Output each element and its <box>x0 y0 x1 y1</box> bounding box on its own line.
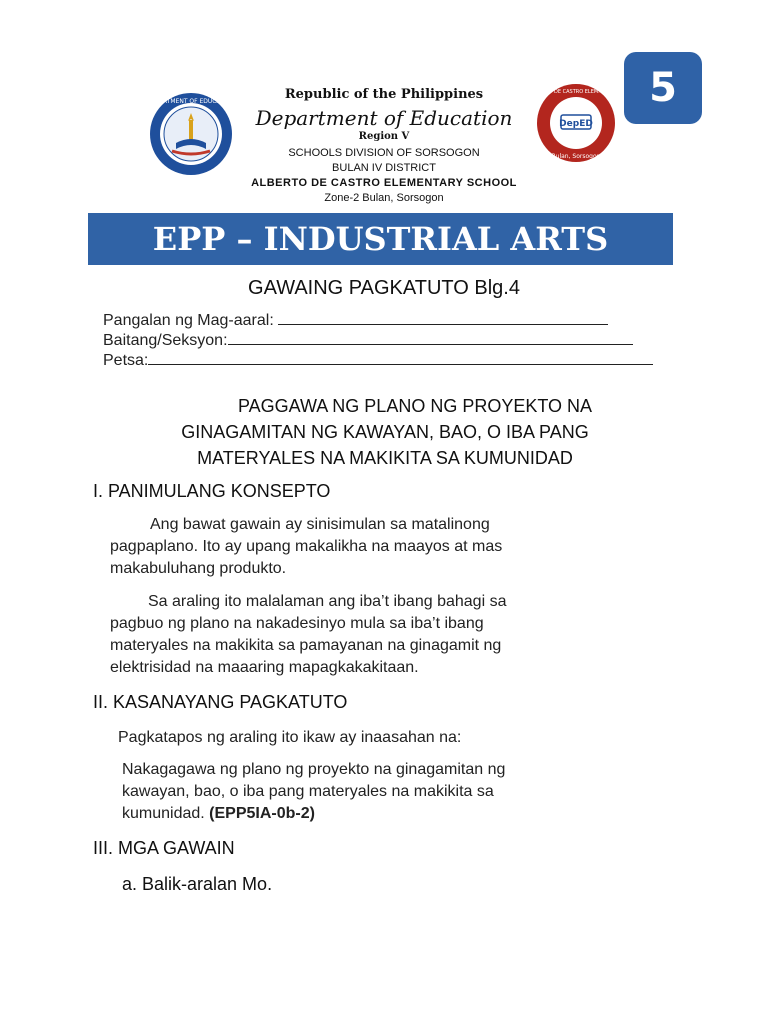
s2-objective-line-3-text: kumunidad. <box>122 805 210 822</box>
section-1-heading: I. PANIMULANG KONSEPTO <box>93 481 331 501</box>
field-name[interactable] <box>103 310 608 330</box>
region-heading: Region V <box>358 131 410 142</box>
subject-banner: EPP – INDUSTRIAL ARTS <box>88 213 673 265</box>
district-heading: BULAN IV DISTRICT <box>332 162 436 174</box>
seal-right-bottom: Bulan, Sorsogon <box>551 153 601 160</box>
seal-right-inner: DepED <box>559 119 593 129</box>
s1-p2-line-4: elektrisidad na maaaring mapagkakakitaan. <box>110 659 419 676</box>
s1-p1-line-2: pagpaplano. Ito ay upang makalikha na maayos at mas <box>110 538 503 555</box>
s2-objective-line-3 <box>122 803 315 825</box>
s1-p1-line-1: Ang bawat gawain ay sinisimulan sa matalinong <box>150 516 490 533</box>
s2-intro: Pagkatapos ng araling ito ikaw ay inaasahan na: <box>118 729 462 746</box>
lesson-title-line-1: PAGGAWA NG PLANO NG PROYEKTO NA <box>237 396 593 416</box>
section-2-heading: II. KASANAYANG PAGKATUTO <box>93 692 348 712</box>
lesson-title-line-3: MATERYALES NA MAKIKITA SA KUMUNIDAD <box>197 448 573 468</box>
field-date[interactable] <box>103 350 653 370</box>
field-name-line[interactable] <box>278 310 608 325</box>
field-date-label: Petsa: <box>103 352 149 369</box>
lesson-title-line-2: GINAGAMITAN NG KAWAYAN, BAO, O IBA PANG <box>181 422 589 442</box>
section-3-heading: III. MGA GAWAIN <box>93 838 235 858</box>
section-3-sub-a: a. Balik-aralan Mo. <box>122 874 273 894</box>
s1-p2-line-2: pagbuo ng plano na nakadesinyo mula sa iba’t ibang <box>110 615 484 632</box>
field-name-label: Pangalan ng Mag-aaral: <box>103 312 279 329</box>
seal-left-text: DEPARTMENT OF EDUCATION <box>148 98 234 105</box>
s1-p1-line-3: makabuluhang produkto. <box>110 560 287 577</box>
competency-code: (EPP5IA-0b-2) <box>209 805 315 822</box>
department-heading: Department of Education <box>255 106 513 130</box>
lesson-title <box>100 393 670 471</box>
field-date-line[interactable] <box>148 350 653 365</box>
seal-right-text: ALBERTO DE CASTRO ELEM. SCHOOL <box>533 89 619 95</box>
field-section-label: Baitang/Seksyon: <box>103 332 228 349</box>
division-heading: SCHOOLS DIVISION OF SORSOGON <box>288 147 480 159</box>
activity-title: GAWAING PAGKATUTO Blg.4 <box>248 277 520 299</box>
school-address: Zone-2 Bulan, Sorsogon <box>324 192 444 204</box>
grade-badge: 5 <box>624 52 702 124</box>
republic-heading: Republic of the Philippines <box>284 87 484 102</box>
s1-p2-line-3: materyales na makikita sa pamayanan na ginagamit ng <box>110 637 502 654</box>
s2-objective-line-2: kawayan, bao, o iba pang materyales na makikita sa <box>122 783 494 800</box>
field-section[interactable] <box>103 330 633 350</box>
s1-p2-line-1: Sa araling ito malalaman ang iba’t ibang bahagi sa <box>148 593 507 610</box>
school-name: ALBERTO DE CASTRO ELEMENTARY SCHOOL <box>251 177 517 189</box>
field-section-line[interactable] <box>228 330 633 345</box>
s2-objective-line-1: Nakagagawa ng plano ng proyekto na ginagamitan ng <box>122 761 506 778</box>
